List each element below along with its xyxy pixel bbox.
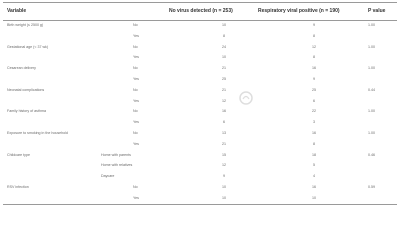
table-row (3, 21, 397, 29)
cell-respiratory-viral: 16 (312, 131, 316, 135)
cell-respiratory-viral: 4 (313, 174, 315, 179)
table-row (3, 129, 397, 137)
cell-category: Yes (133, 195, 139, 200)
table-row (3, 194, 397, 202)
cell-no-virus: 16 (222, 109, 226, 114)
cell-category: Yes (133, 98, 139, 103)
cell-respiratory-viral: 8 (313, 33, 315, 38)
cell-no-virus: 13 (222, 131, 226, 135)
cell-no-virus: 12 (222, 163, 226, 168)
cell-category: Yes (133, 33, 139, 38)
cell-no-virus: 10 (222, 195, 226, 200)
cell-respiratory-viral: 22 (312, 109, 316, 114)
cell-no-virus: 9 (223, 174, 225, 179)
cell-variable: Exposure to smoking in the household (7, 131, 68, 135)
cell-category: Home with relatives (101, 163, 133, 168)
cell-category: Yes (133, 55, 139, 60)
cell-p-value: 1.00 (368, 131, 375, 135)
cell-respiratory-viral: 16 (312, 185, 316, 189)
cell-variable: Gestational age (< 37 wk) (7, 44, 49, 49)
cell-no-virus: 10 (222, 23, 226, 27)
cell-respiratory-viral: 9 (313, 77, 315, 81)
table-row (3, 118, 397, 126)
cell-category: Yes (133, 77, 139, 81)
watermark-logo-icon (238, 90, 254, 106)
cell-p-value: 0.46 (368, 152, 375, 157)
header-variable: Variable (7, 8, 27, 14)
cell-respiratory-viral: 9 (313, 23, 315, 27)
cell-p-value: 0.59 (368, 185, 375, 189)
cell-category: No (133, 131, 138, 135)
table-row (3, 32, 397, 40)
cell-category: No (133, 44, 138, 49)
cell-no-virus: 25 (222, 77, 226, 81)
cell-respiratory-viral: 12 (312, 44, 316, 49)
cell-category: No (133, 66, 138, 71)
cell-no-virus: 21 (222, 141, 226, 146)
cell-respiratory-viral: 18 (312, 152, 316, 157)
cell-no-virus: 21 (222, 87, 226, 92)
cell-no-virus: 15 (222, 152, 226, 157)
cell-respiratory-viral: 6 (313, 98, 315, 103)
cell-no-virus: 21 (222, 66, 226, 71)
table-row (3, 43, 397, 51)
header-p-value: P value (368, 8, 386, 14)
cell-category: Yes (133, 141, 139, 146)
table-row (3, 140, 397, 148)
cell-variable: Family history of asthma (7, 109, 46, 114)
cell-variable: Neonatal complications (7, 87, 45, 92)
cell-no-virus: 8 (223, 33, 225, 38)
cell-p-value: 1.00 (368, 44, 375, 49)
cell-no-virus: 10 (222, 185, 226, 189)
cell-no-virus: 24 (222, 44, 226, 49)
bottom-rule (3, 204, 397, 205)
cell-respiratory-viral: 8 (313, 55, 315, 60)
cell-variable: Childcare type (7, 152, 30, 157)
cell-p-value: 1.00 (368, 66, 375, 71)
table-row (3, 64, 397, 72)
cell-p-value: 0.44 (368, 87, 375, 92)
cell-respiratory-viral: 8 (313, 141, 315, 146)
cell-category: Home with parents (101, 152, 131, 157)
cell-respiratory-viral: 16 (312, 66, 316, 71)
table-row (3, 75, 397, 83)
cell-category: Yes (133, 120, 139, 125)
cell-respiratory-viral: 3 (313, 120, 315, 125)
cell-category: No (133, 109, 138, 114)
cell-variable: RSV infection (7, 185, 29, 189)
cell-no-virus: 12 (222, 98, 226, 103)
cell-category: No (133, 87, 138, 92)
cell-variable: Birth weight (≤ 2500 g) (7, 23, 44, 27)
top-rule (3, 2, 397, 3)
table-row (3, 183, 397, 191)
watermark (150, 88, 260, 110)
table-row (3, 53, 397, 61)
cell-p-value: 1.00 (368, 23, 375, 27)
table-row (3, 151, 397, 159)
cell-category: Daycare (101, 174, 115, 179)
cell-category: No (133, 185, 138, 189)
table-row (3, 161, 397, 169)
cell-category: No (133, 23, 138, 27)
cell-respiratory-viral: 10 (312, 195, 316, 200)
table-row (3, 172, 397, 180)
cell-no-virus: 6 (223, 120, 225, 125)
cell-variable: Cesarean delivery (7, 66, 36, 71)
cell-respiratory-viral: 25 (312, 87, 316, 92)
cell-respiratory-viral: 5 (313, 163, 315, 168)
header-no-virus: No virus detected (n = 253) (169, 8, 233, 14)
header-respiratory-viral: Respiratory viral positive (n = 190) (258, 8, 340, 14)
cell-no-virus: 10 (222, 55, 226, 60)
cell-p-value: 1.00 (368, 109, 375, 114)
